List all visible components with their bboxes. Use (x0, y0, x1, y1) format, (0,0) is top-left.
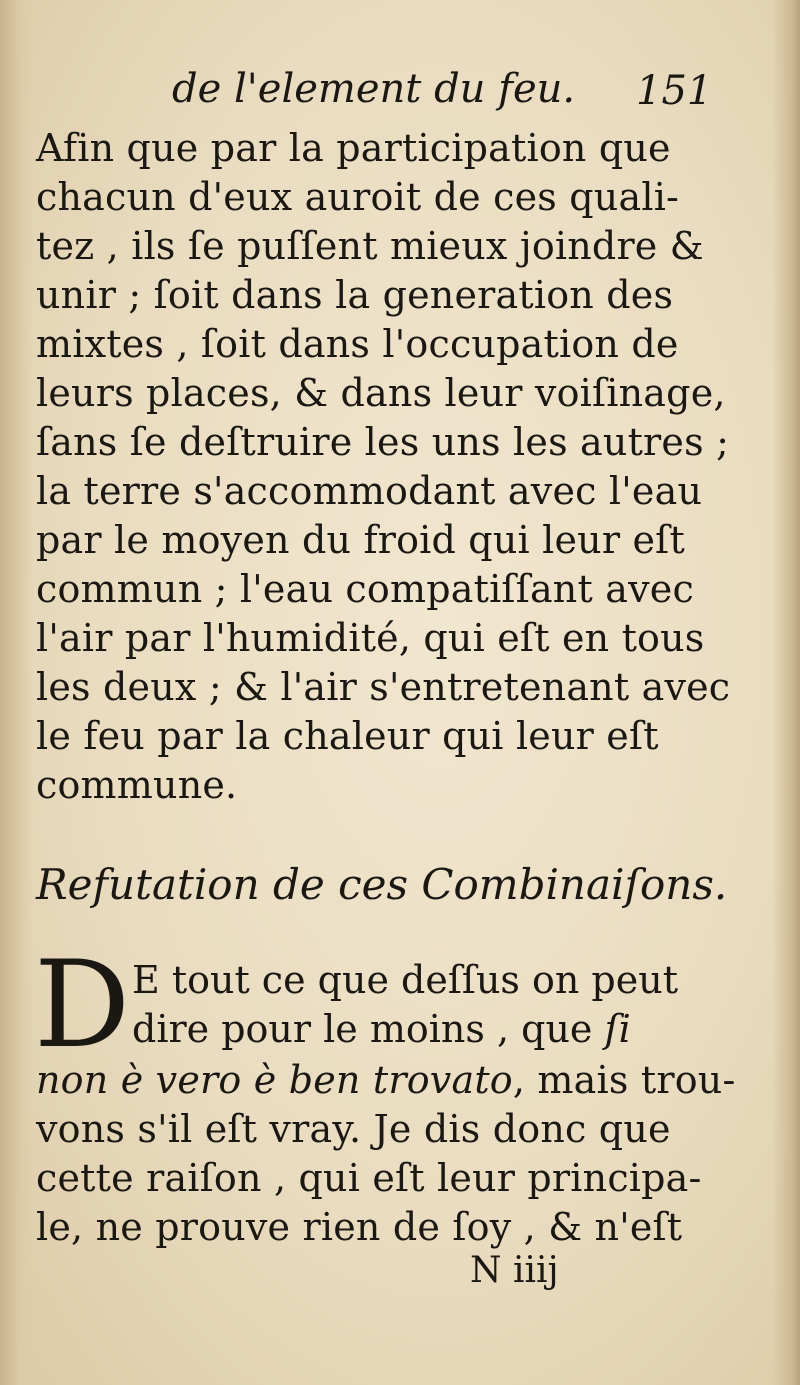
section-heading: Refutation de ces Combinaiſons. (36, 860, 728, 909)
body-line: ſans ſe deſtruire les uns les autres ; (36, 420, 730, 464)
paragraph-line (36, 1058, 735, 1102)
italic-quote: ſi (604, 1007, 631, 1051)
paragraph-text: , mais trou- (512, 1058, 736, 1102)
paragraph-line: cette raiſon , qui eſt leur principa- (36, 1156, 702, 1200)
body-line: tez , ils ſe puſſent mieux joindre & (36, 224, 704, 268)
body-line: Afin que par la participation que (36, 126, 671, 170)
page-gutter (0, 0, 34, 1385)
body-line: par le moyen du froid qui leur eſt (36, 518, 685, 562)
body-line: l'air par l'humidité, qui eſt en tous (36, 616, 705, 660)
drop-cap: D (34, 936, 131, 1075)
paragraph-line: le, ne prouve rien de ſoy , & n'eſt (36, 1205, 683, 1249)
body-line: commune. (36, 763, 238, 807)
running-title: de l'element du feu. (172, 66, 576, 112)
body-line: leurs places, & dans leur voiſinage, (36, 371, 726, 415)
body-line: chacun d'eux auroit de ces quali- (36, 175, 680, 219)
body-line: mixtes , ſoit dans l'occupation de (36, 322, 679, 366)
paragraph-line (132, 1007, 631, 1051)
body-line: les deux ; & l'air s'entretenant avec (36, 665, 731, 709)
paragraph-line: E tout ce que deſſus on peut (132, 958, 678, 1002)
italic-quote: non è vero è ben trovato (36, 1058, 513, 1102)
paragraph-line: vons s'il eſt vray. Je dis donc que (36, 1107, 671, 1151)
signature-mark: N iiij (470, 1250, 559, 1291)
page-edge (772, 0, 800, 1385)
page-number: 151 (636, 68, 713, 114)
body-line: la terre s'accommodant avec l'eau (36, 469, 703, 513)
body-line: le feu par la chaleur qui leur eſt (36, 714, 659, 758)
body-line: commun ; l'eau compatiſſant avec (36, 567, 694, 611)
paragraph-text: dire pour le moins , que (132, 1007, 605, 1051)
body-line: unir ; ſoit dans la generation des (36, 273, 674, 317)
